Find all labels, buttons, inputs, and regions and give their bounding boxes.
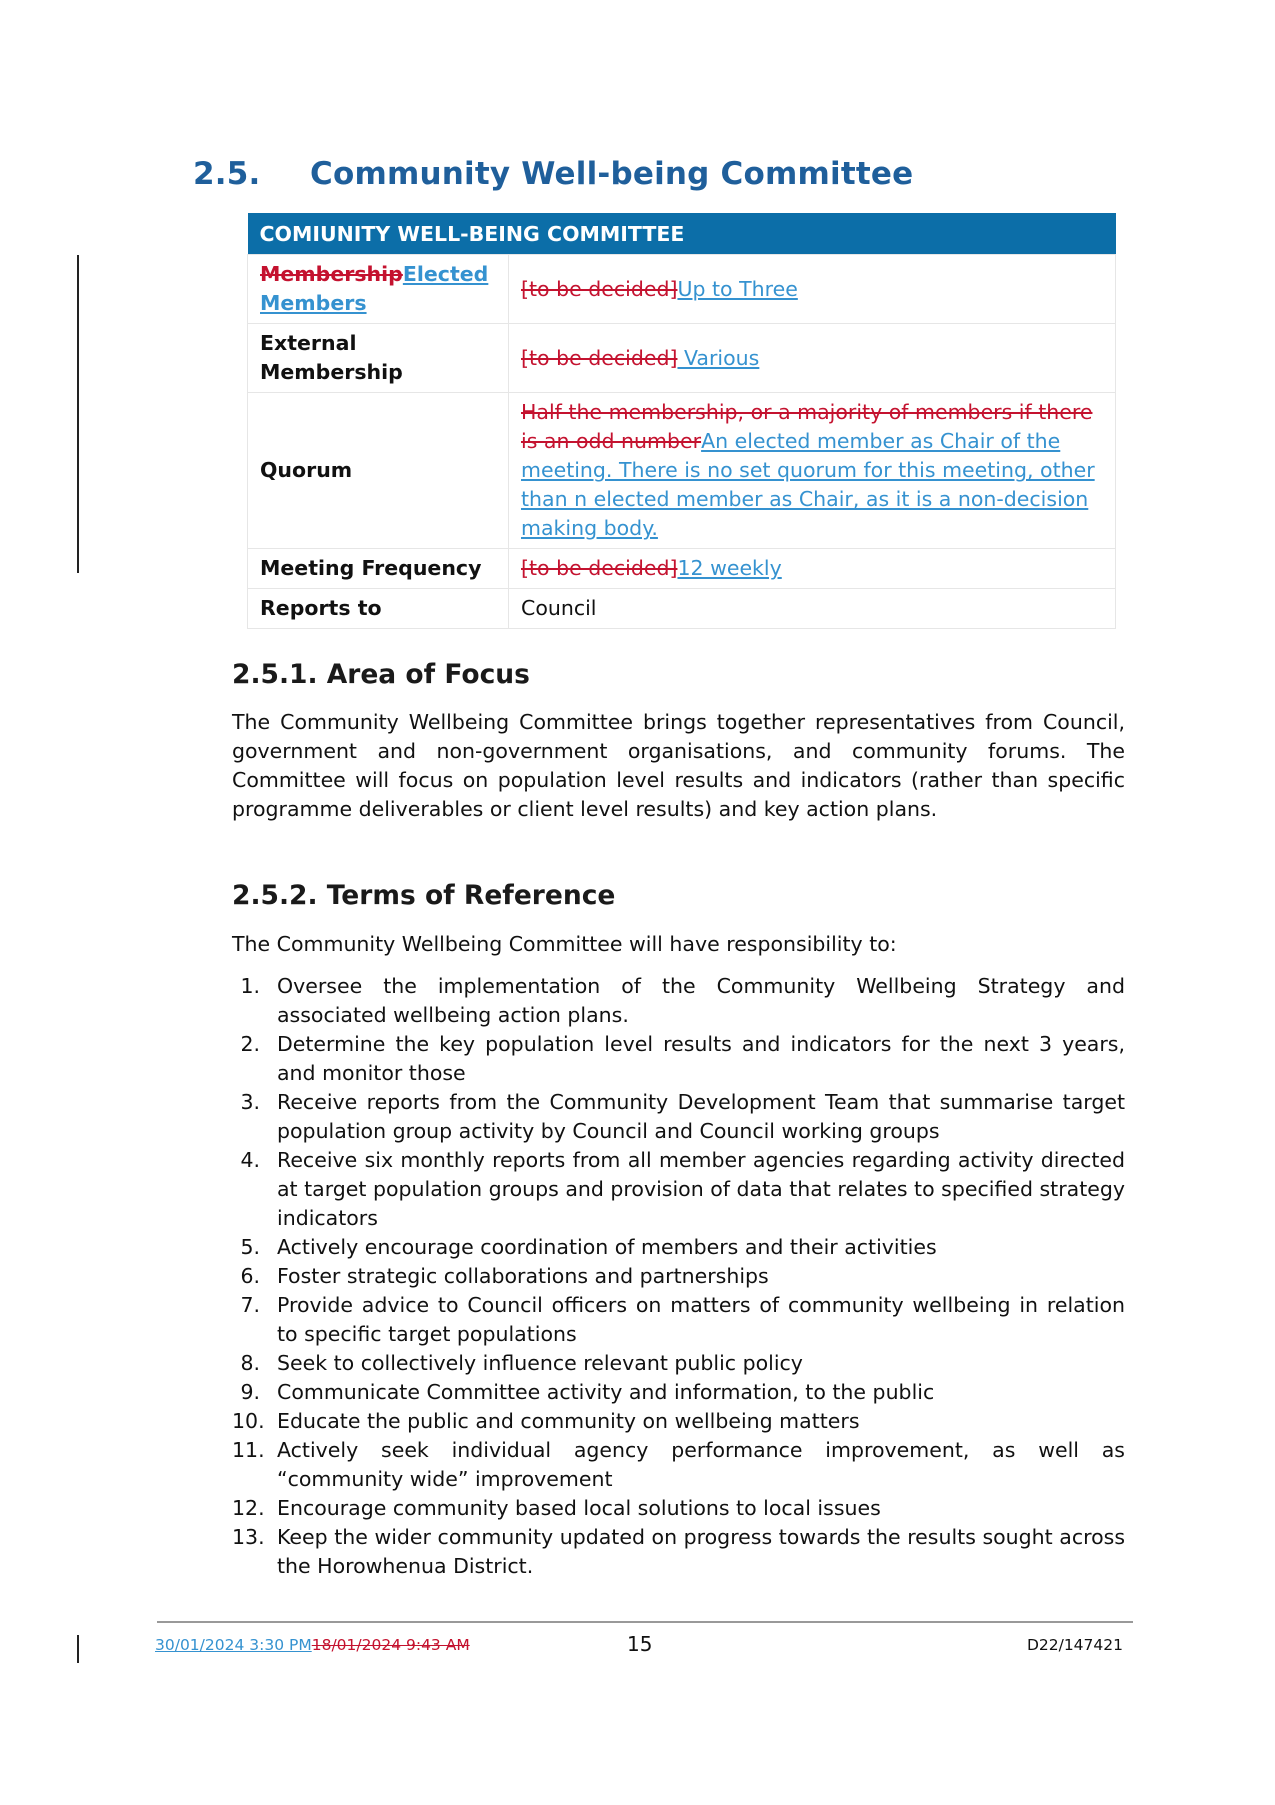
list-text: Actively encourage coordination of members and their activities xyxy=(277,1235,937,1259)
deleted-text: Half the membership, or a majority of members if there is an odd number xyxy=(521,400,1093,453)
quorum-label-cell: Quorum xyxy=(248,393,509,549)
deleted-text: [to be decided] xyxy=(521,556,678,580)
list-item xyxy=(232,1494,1125,1523)
list-item xyxy=(232,1407,1125,1436)
area-of-focus-heading: 2.5.1. Area of Focus xyxy=(232,659,530,690)
membership-value-cell xyxy=(509,255,1116,324)
list-text: Encourage community based local solutions to local issues xyxy=(277,1496,881,1520)
list-text: Educate the public and community on wellbeing matters xyxy=(277,1409,860,1433)
inserted-date: 30/01/2024 3:30 PM xyxy=(155,1636,312,1654)
inserted-text: Up to Three xyxy=(677,276,798,301)
list-number: 8. xyxy=(240,1351,260,1375)
list-number: 6. xyxy=(240,1264,260,1288)
external-value-cell xyxy=(509,324,1116,393)
deleted-text: [to be decided] xyxy=(521,345,678,370)
table-row xyxy=(248,255,1116,324)
footer-divider xyxy=(157,1621,1133,1623)
list-item xyxy=(232,1436,1125,1494)
page-number: 15 xyxy=(627,1632,653,1656)
list-number: 9. xyxy=(240,1380,260,1404)
list-text: Determine the key population level results and indicators for the next 3 years, and monitor those xyxy=(277,1032,1125,1085)
list-item xyxy=(232,1088,1125,1146)
list-item xyxy=(232,1523,1125,1581)
section-number: 2.5. xyxy=(193,156,261,192)
frequency-value-cell xyxy=(509,549,1116,589)
change-bar xyxy=(77,1635,79,1663)
table-header: COMIUNITY WELL-BEING COMMITTEE xyxy=(248,213,1116,255)
deleted-date: 18/01/2024 9:43 AM xyxy=(311,1636,470,1654)
responsibilities-list xyxy=(232,972,1125,1581)
list-item xyxy=(232,1349,1125,1378)
footer-revision-dates xyxy=(155,1636,470,1654)
list-item xyxy=(232,1378,1125,1407)
quorum-value-cell xyxy=(509,393,1116,549)
list-text: Actively seek individual agency performance improvement, as well as “community wide” improvement xyxy=(277,1438,1125,1491)
list-text: Keep the wider community updated on progress towards the results sought across the Horowhenua District. xyxy=(277,1525,1125,1578)
deleted-text: [to be decided] xyxy=(521,276,678,301)
list-number: 2. xyxy=(240,1032,260,1056)
area-of-focus-text: The Community Wellbeing Committee brings together representatives from Council, government and non-government organisations, and community forums. The Committee will focus on population level results and indicators (rather than specific programme deliverables or client level results) and key action plans. xyxy=(232,710,1125,821)
list-number: 7. xyxy=(240,1293,260,1317)
list-number: 3. xyxy=(240,1090,260,1114)
reports-value-cell: Council xyxy=(509,589,1116,629)
terms-of-reference-heading: 2.5.2. Terms of Reference xyxy=(232,880,616,911)
list-text: Provide advice to Council officers on matters of community wellbeing in relation to specific target populations xyxy=(277,1293,1125,1346)
list-number: 13. xyxy=(232,1525,265,1549)
list-number: 12. xyxy=(232,1496,265,1520)
table-row xyxy=(248,324,1116,393)
list-item xyxy=(232,1030,1125,1088)
inserted-text: Elected Members xyxy=(260,262,489,315)
list-text: Receive six monthly reports from all member agencies regarding activity directed at target population groups and provision of data that relates to specified strategy indicators xyxy=(277,1148,1125,1230)
inserted-text: Various xyxy=(677,345,760,370)
table-row xyxy=(248,393,1116,549)
list-text: Oversee the implementation of the Community Wellbeing Strategy and associated wellbeing action plans. xyxy=(277,974,1125,1027)
list-text: Seek to collectively influence relevant public policy xyxy=(277,1351,803,1375)
list-text: Receive reports from the Community Development Team that summarise target population group activity by Council and Council working groups xyxy=(277,1090,1125,1143)
section-title: Community Well-being Committee xyxy=(310,156,914,192)
list-item xyxy=(232,1291,1125,1349)
membership-label-cell xyxy=(248,255,509,324)
inserted-text: 12 weekly xyxy=(677,556,782,580)
list-number: 4. xyxy=(240,1148,260,1172)
committee-table xyxy=(247,213,1116,629)
table-row xyxy=(248,589,1116,629)
frequency-label-cell: Meeting Frequency xyxy=(248,549,509,589)
reports-label-cell: Reports to xyxy=(248,589,509,629)
list-number: 11. xyxy=(232,1438,265,1462)
table-row xyxy=(248,549,1116,589)
list-item xyxy=(232,1262,1125,1291)
deleted-text: Membership xyxy=(260,262,403,286)
list-text: Communicate Committee activity and information, to the public xyxy=(277,1380,935,1404)
list-text: Foster strategic collaborations and partnerships xyxy=(277,1264,769,1288)
list-number: 10. xyxy=(232,1409,265,1433)
document-reference: D22/147421 xyxy=(1026,1636,1123,1654)
external-label-cell: External Membership xyxy=(248,324,509,393)
list-item xyxy=(232,1146,1125,1233)
list-item xyxy=(232,1233,1125,1262)
terms-of-reference-intro: The Community Wellbeing Committee will have responsibility to: xyxy=(232,932,897,956)
list-number: 1. xyxy=(240,974,260,998)
list-number: 5. xyxy=(240,1235,260,1259)
inserted-text: An elected member as Chair of the meeting. There is no set quorum for this meeting, other than n elected member as Chair, as it is a non-decision making body. xyxy=(521,429,1095,540)
list-item xyxy=(232,972,1125,1030)
change-bar xyxy=(77,255,79,573)
section-heading xyxy=(193,156,913,192)
